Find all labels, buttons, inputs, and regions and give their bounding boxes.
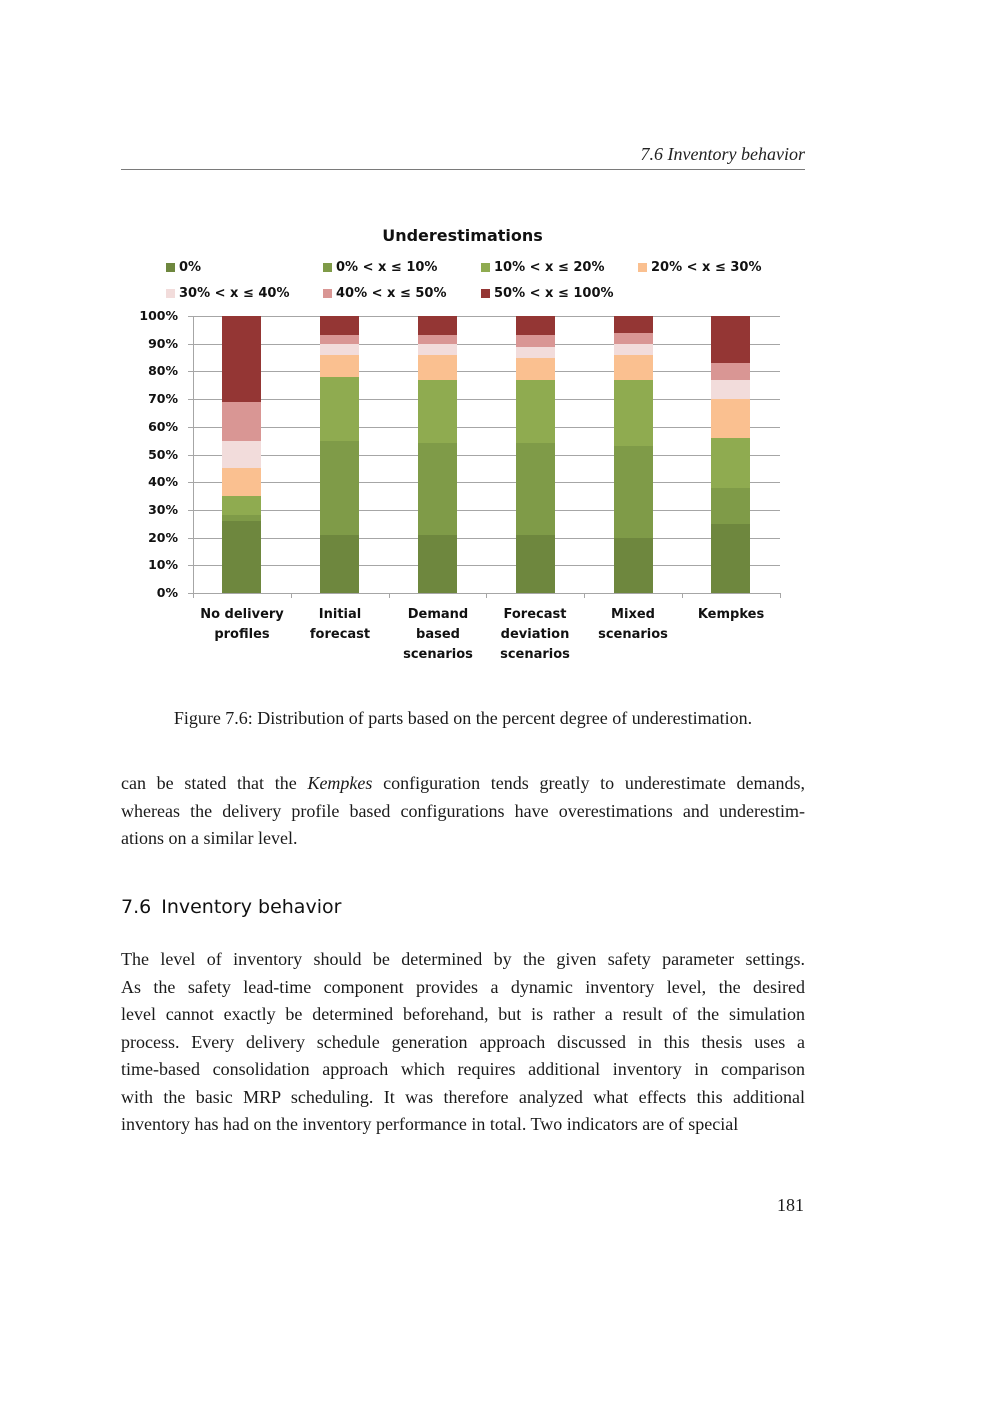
bar-segment (418, 316, 457, 335)
bar-segment (614, 333, 653, 344)
x-category-label-line: Mixed (611, 607, 655, 622)
x-category-label-line: Demand (407, 607, 469, 622)
bar-segment (418, 535, 457, 593)
x-category-label-line: No delivery (200, 607, 284, 622)
bar-segment (222, 496, 261, 515)
x-tick (780, 593, 781, 598)
x-tick (193, 593, 194, 598)
text-line: level cannot exactly be determined beforehand, but is rather a result of the simulation (121, 1004, 805, 1024)
legend-label: 20% < x ≤ 30% (651, 259, 762, 275)
x-category-label (583, 605, 683, 645)
x-category-label-line: scenarios (598, 627, 668, 642)
text-fragment: can be stated that the (121, 773, 308, 793)
running-head: 7.6 Inventory behavior (640, 144, 805, 164)
x-category-label-line: scenarios (500, 647, 570, 662)
x-category-label (681, 605, 781, 625)
bar-segment (320, 344, 359, 355)
y-tick-label: 0% (156, 585, 178, 600)
text-line (121, 770, 805, 798)
bar-segment (222, 402, 261, 441)
x-category-label-line: based (416, 627, 460, 642)
text-line: As the safety lead-time component provides a dynamic inventory level, the desired (121, 976, 805, 997)
gridline (188, 455, 780, 456)
text-line: inventory has had on the inventory performance in total. Two indicators are of special (121, 1114, 739, 1134)
bar-segment (516, 335, 555, 346)
x-category-label (485, 605, 585, 665)
bar-segment (516, 347, 555, 358)
bar-segment (222, 468, 261, 496)
gridline (188, 344, 780, 345)
x-tick (486, 593, 487, 598)
bar-segment (418, 443, 457, 534)
x-category-label-line: Kempkes (697, 607, 765, 622)
page-number: 181 (777, 1195, 804, 1215)
gridline (188, 565, 780, 566)
bar-segment (711, 380, 750, 399)
x-tick (291, 593, 292, 598)
legend-label: 40% < x ≤ 50% (336, 285, 447, 301)
legend-item (166, 259, 201, 275)
bar-segment (614, 344, 653, 355)
y-tick-label: 30% (148, 501, 178, 517)
bar-segment (516, 443, 555, 534)
text-line: time-based consolidation approach which requires additional inventory in comparison (121, 1059, 805, 1079)
bar-segment (516, 358, 555, 380)
legend-swatch (323, 289, 332, 298)
bar-segment (418, 380, 457, 444)
bar-segment (711, 316, 750, 363)
legend-swatch (638, 263, 647, 272)
bar-segment (516, 380, 555, 444)
gridline (188, 316, 780, 317)
gridline (188, 371, 780, 372)
bar-segment (614, 380, 653, 446)
y-tick-label: 20% (148, 529, 178, 545)
gridline (188, 427, 780, 428)
legend-item (481, 259, 605, 275)
text-line: The level of inventory should be determined by the given safety parameter settings. (121, 949, 805, 969)
bar-segment (222, 316, 261, 402)
y-tick-label: 100% (139, 308, 178, 323)
stacked-bar (320, 316, 359, 593)
bar-segment (711, 488, 750, 524)
gridline (188, 593, 780, 594)
legend-label: 0% (179, 259, 202, 275)
legend-item (638, 259, 762, 275)
bar-segment (614, 355, 653, 380)
bar-segment (320, 335, 359, 343)
legend-label: 0% < x ≤ 10% (336, 259, 438, 275)
x-category-label (388, 605, 488, 665)
y-tick-label: 60% (148, 418, 178, 434)
stacked-bar (711, 316, 750, 593)
y-axis-line (193, 316, 194, 594)
text-fragment: configuration tends greatly to underestimate demands, (372, 773, 805, 793)
legend-label: 50% < x ≤ 100% (494, 285, 614, 301)
x-category-label-line: scenarios (403, 647, 473, 662)
x-category-label-line: Initial forecast (309, 607, 371, 642)
text-line: with the basic MRP scheduling. It was therefore analyzed what effects this additional (121, 1086, 805, 1107)
legend-swatch (323, 263, 332, 272)
chart-title: Underestimations (382, 226, 543, 245)
bar-segment (320, 377, 359, 441)
bar-segment (711, 438, 750, 488)
bar-segment (320, 535, 359, 593)
bar-segment (320, 316, 359, 335)
bar-segment (711, 399, 750, 438)
legend-label: 10% < x ≤ 20% (494, 259, 605, 275)
figure-caption: Figure 7.6: Distribution of parts based on the percent degree of underestimation. (173, 708, 753, 728)
emphasis-term: Kempkes (307, 773, 373, 793)
legend-swatch (166, 289, 175, 298)
bar-segment (320, 441, 359, 535)
section-title: Inventory behavior (161, 896, 342, 918)
bar-segment (614, 446, 653, 537)
y-tick-label: 90% (148, 335, 178, 351)
legend-item (323, 285, 447, 301)
gridline (188, 482, 780, 483)
bar-segment (614, 316, 653, 333)
gridline (188, 399, 780, 400)
bar-segment (418, 335, 457, 343)
stacked-bar (614, 316, 653, 593)
x-category-label (192, 605, 292, 645)
y-tick-label: 70% (148, 391, 178, 407)
text-line: process. Every delivery schedule generation approach discussed in this thesis uses a (121, 1031, 805, 1052)
y-tick-label: 40% (148, 474, 178, 490)
legend-swatch (166, 263, 175, 272)
section-heading (121, 896, 341, 918)
legend-item (481, 285, 614, 301)
y-tick-label: 80% (148, 363, 178, 379)
legend-label: 30% < x ≤ 40% (179, 285, 290, 301)
paragraph-inventory (121, 946, 805, 1139)
bar-segment (320, 355, 359, 377)
stacked-bar (418, 316, 457, 593)
header-rule (121, 169, 805, 170)
legend-item (323, 259, 437, 275)
x-tick (682, 593, 683, 598)
paragraph-kempkes (121, 770, 805, 853)
bar-segment (516, 535, 555, 593)
stacked-bar (222, 316, 261, 593)
text-line: ations on a similar level. (121, 828, 298, 848)
x-category-label-line: Forecast (503, 607, 567, 622)
gridline (188, 510, 780, 511)
y-tick-label: 50% (148, 446, 178, 462)
bar-segment (418, 355, 457, 380)
bar-segment (711, 363, 750, 380)
legend-swatch (481, 289, 490, 298)
stacked-bar (516, 316, 555, 593)
text-line: whereas the delivery profile based configurations have overestimations and underestim- (121, 800, 805, 821)
bar-segment (418, 344, 457, 355)
bar-segment (614, 538, 653, 593)
bar-segment (516, 316, 555, 335)
gridline (188, 538, 780, 539)
x-category-label-line: profiles (214, 627, 270, 642)
bar-segment (711, 524, 750, 593)
x-category-label-line: deviation (500, 627, 570, 642)
section-number: 7.6 (121, 896, 152, 918)
x-category-label (290, 605, 390, 645)
x-tick (584, 593, 585, 598)
y-tick-label: 10% (148, 557, 178, 573)
legend-swatch (481, 263, 490, 272)
legend-item (166, 285, 290, 301)
bar-segment (222, 521, 261, 593)
bar-segment (222, 441, 261, 469)
x-tick (389, 593, 390, 598)
